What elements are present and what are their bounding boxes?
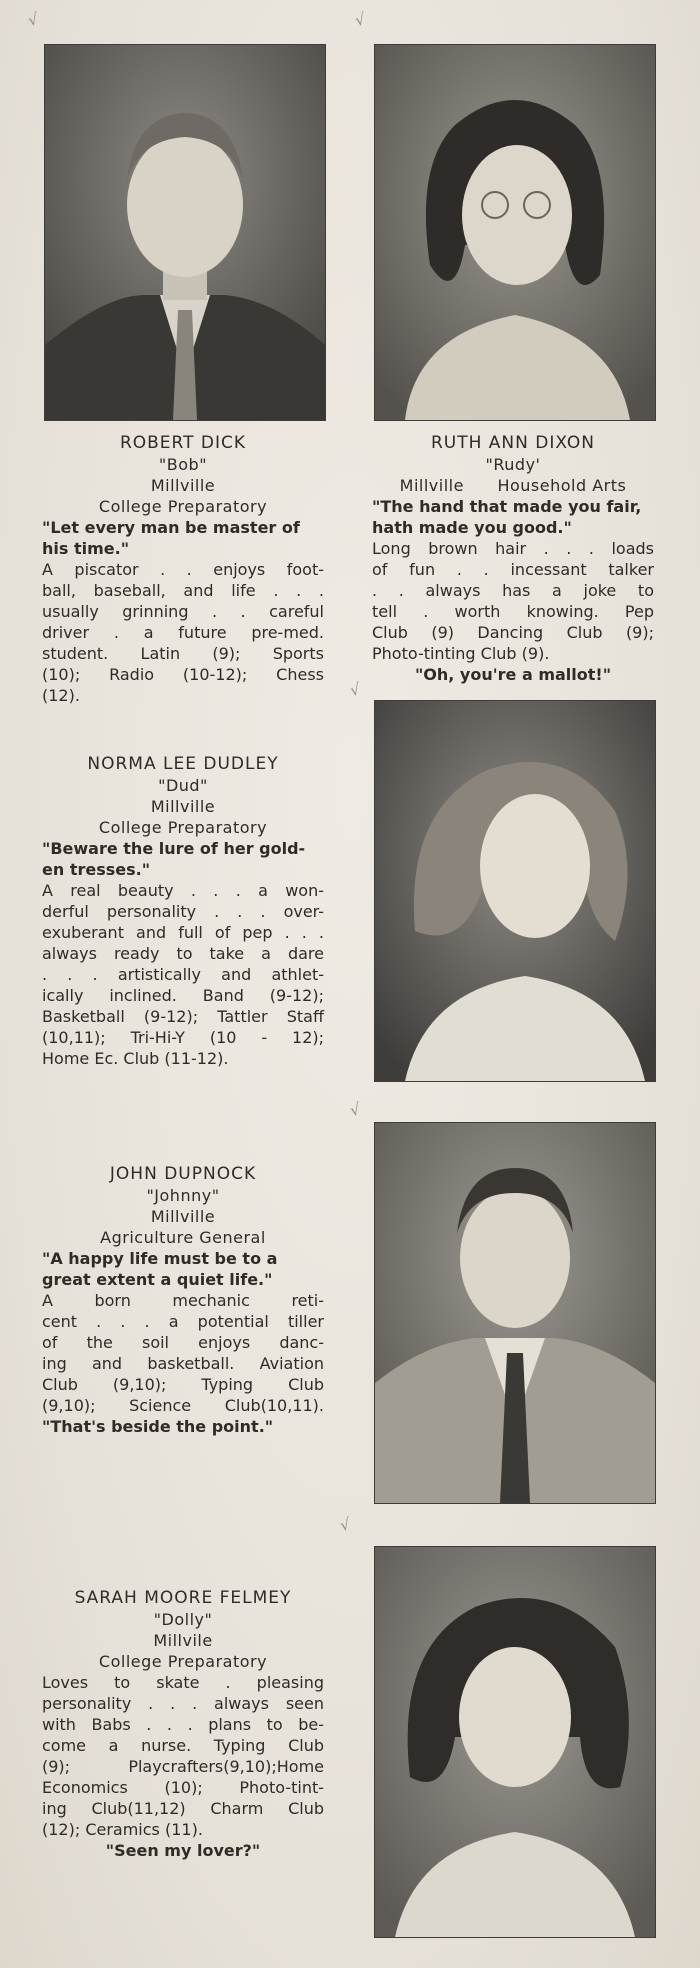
student-name: ROBERT DICK (119, 433, 247, 453)
nickname: "Dud" (158, 776, 208, 795)
check-mark: √ (353, 9, 368, 30)
nickname: "Dolly" (153, 1610, 213, 1629)
motto: "A happy life must be to a great extent a quiet life." (42, 1249, 278, 1289)
check-mark: √ (348, 1099, 363, 1120)
nickname: "Bob" (158, 455, 208, 474)
check-mark: √ (338, 1514, 353, 1535)
biography: Long brown hair . . . loads of fun . . incessant talker . . always has a joke to tell . worth knowing. Pep Club (9) Dancing Club (9); Photo-tinting Club (9). (372, 539, 654, 663)
course: College Preparatory (98, 818, 268, 837)
portrait-photo (374, 1546, 656, 1938)
nickname: "Johnny" (146, 1186, 220, 1205)
motto: "Beware the lure of her gold- en tresses." (42, 839, 306, 879)
student-entry (42, 433, 324, 706)
course: College Preparatory (98, 1652, 268, 1671)
student-name: SARAH MOORE FELMEY (74, 1588, 292, 1608)
favorite-saying: "Oh, you're a mallot!" (414, 665, 612, 684)
student-entry (42, 1588, 324, 1861)
portrait-photo (374, 44, 656, 421)
portrait-photo (374, 700, 656, 1082)
student-entry (372, 433, 654, 685)
student-name: RUTH ANN DIXON (430, 433, 596, 453)
student-entry (42, 1164, 324, 1437)
course: College Preparatory (98, 497, 268, 516)
nickname: "Rudy' (485, 455, 541, 474)
favorite-saying: "Seen my lover?" (105, 1841, 261, 1860)
biography: Loves to skate . pleasing personality . . . always seen with Babs . . . plans to be- come a nurse. Typing Club (9); Playcrafters(9,10);Home Economics (10); Photo-tint- ing Club(11,12) Charm Club (12); Ceramics (11). (42, 1673, 324, 1839)
portrait-photo (44, 44, 326, 421)
course: Agriculture General (100, 1228, 266, 1247)
student-entry (42, 754, 324, 1069)
hometown: Millville (150, 476, 216, 495)
student-name: JOHN DUPNOCK (109, 1164, 257, 1184)
hometown: Millville (150, 1207, 216, 1226)
hometown: Millville (150, 797, 216, 816)
motto: "The hand that made you fair, hath made you good." (372, 497, 642, 537)
hometown: Millvile (153, 1631, 213, 1650)
favorite-saying: "That's beside the point." (42, 1417, 274, 1436)
hometown-course: Millville Household Arts (399, 476, 627, 495)
check-mark: √ (348, 679, 363, 700)
motto: "Let every man be master of his time." (42, 518, 300, 558)
check-mark: √ (26, 9, 41, 30)
biography: A real beauty . . . a won- derful personality . . . over- exuberant and full of pep . . . always ready to take a dare . . . artistically and athlet- ically inclined. Band (9-12); Basketball (9-12); Tattler Staff (10,11); Tri-Hi-Y (10 - 12); Home Ec. Club (11-12). (42, 881, 324, 1068)
biography: A born mechanic reti- cent . . . a potential tiller of the soil enjoys danc- ing and basketball. Aviation Club (9,10); Typing Club (9,10); Science Club(10,11). (42, 1291, 324, 1415)
portrait-photo (374, 1122, 656, 1504)
student-name: NORMA LEE DUDLEY (87, 754, 279, 774)
biography: A piscator . . enjoys foot- ball, baseball, and life . . . usually grinning . . careful driver . a future pre-med. student. Latin (9); Sports (10); Radio (10-12); Chess (12). (42, 560, 324, 705)
